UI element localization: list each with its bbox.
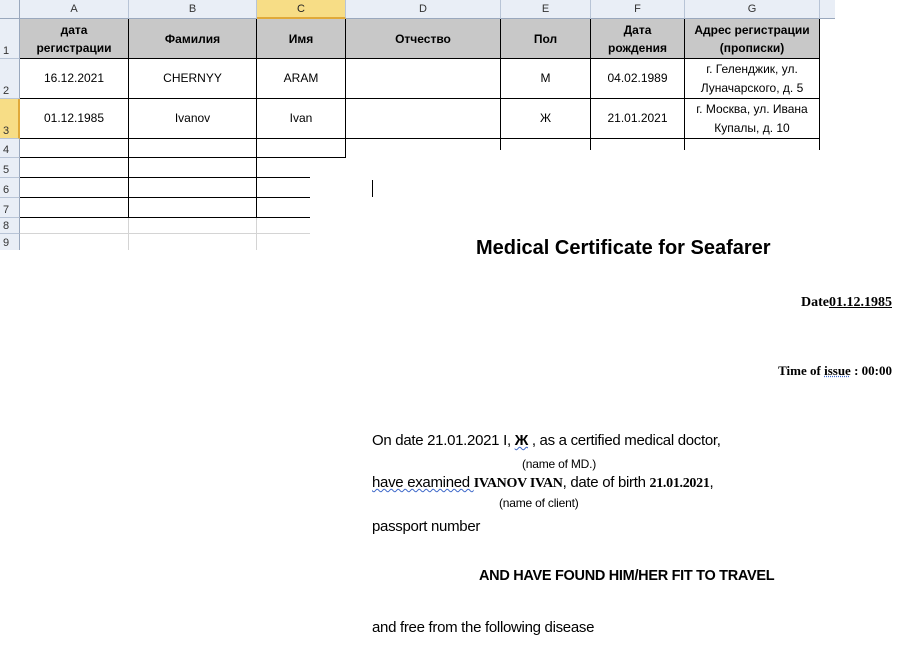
examination-line-2 (372, 474, 713, 492)
table-cell[interactable] (20, 234, 129, 250)
client-name-caption: (name of client) (499, 496, 579, 510)
table-cell[interactable] (257, 178, 310, 198)
column-heading-b[interactable]: B (129, 0, 257, 19)
disease-line: and free from the following disease (372, 619, 595, 636)
column-heading-a[interactable]: A (20, 0, 129, 19)
header-cell-first-name[interactable]: Имя (257, 19, 346, 59)
table-cell[interactable] (20, 198, 129, 218)
row-heading-4[interactable]: 4 (0, 139, 20, 158)
row-heading-5[interactable]: 5 (0, 158, 20, 178)
table-cell[interactable] (20, 158, 129, 178)
table-cell[interactable] (129, 139, 257, 158)
row-heading-3[interactable]: 3 (0, 99, 20, 139)
table-cell[interactable] (257, 158, 310, 178)
certificate-date (801, 295, 892, 311)
table-cell[interactable] (346, 99, 501, 139)
time-label-prefix: Time of (778, 363, 825, 378)
table-cell[interactable] (685, 139, 820, 150)
table-cell[interactable]: Ivan (257, 99, 346, 139)
table-cell[interactable]: Ivanov (129, 99, 257, 139)
table-cell[interactable]: М (501, 59, 591, 99)
table-cell[interactable] (501, 139, 591, 150)
spreadsheet-region (0, 0, 835, 250)
client-name-field[interactable]: IVANOV IVAN (473, 476, 563, 491)
time-label-suffix: : 00:00 (850, 363, 892, 378)
line1-suffix: , as a certified medical doctor, (527, 432, 721, 449)
fit-to-travel-statement: AND HAVE FOUND HIM/HER FIT TO TRAVEL (479, 568, 775, 584)
time-of-issue (778, 363, 892, 379)
column-heading-c[interactable]: C (257, 0, 346, 19)
column-heading-g[interactable]: G (685, 0, 820, 19)
line2-middle: , date of birth (562, 474, 650, 491)
row-heading-7[interactable]: 7 (0, 198, 20, 218)
select-all-corner[interactable] (0, 0, 20, 19)
table-cell[interactable] (346, 139, 501, 150)
table-cell[interactable] (257, 139, 346, 158)
header-cell-sex[interactable]: Пол (501, 19, 591, 59)
header-cell-address[interactable]: Адрес регистрации (прописки) (685, 19, 820, 59)
table-cell[interactable] (129, 198, 257, 218)
passport-number-line: passport number (372, 518, 481, 535)
table-cell[interactable] (20, 218, 129, 234)
row-heading-9[interactable]: 9 (0, 234, 20, 250)
row-heading-1[interactable]: 1 (0, 19, 20, 59)
date-label: Date (801, 295, 829, 310)
table-cell[interactable]: 21.01.2021 (591, 99, 685, 139)
table-cell[interactable]: 04.02.1989 (591, 59, 685, 99)
table-cell[interactable] (346, 59, 501, 99)
doctor-name-field[interactable]: Ж (514, 432, 528, 449)
text-cursor (372, 180, 373, 197)
table-cell[interactable] (257, 234, 310, 250)
row-heading-6[interactable]: 6 (0, 178, 20, 198)
header-cell-surname[interactable]: Фамилия (129, 19, 257, 59)
table-cell[interactable]: 16.12.2021 (20, 59, 129, 99)
table-cell[interactable] (129, 178, 257, 198)
table-cell[interactable]: 01.12.1985 (20, 99, 129, 139)
table-cell[interactable] (129, 234, 257, 250)
client-dob-field[interactable]: 21.01.2021 (649, 476, 710, 491)
line2-suffix: , (709, 474, 714, 491)
table-cell[interactable]: CHERNYY (129, 59, 257, 99)
header-cell-patronymic[interactable]: Отчество (346, 19, 501, 59)
table-cell[interactable] (129, 218, 257, 234)
table-cell[interactable] (20, 139, 129, 158)
examination-line-1 (372, 432, 721, 449)
certificate-title: Medical Certificate for Seafarer (476, 237, 771, 259)
table-cell[interactable] (20, 178, 129, 198)
column-heading-h[interactable] (820, 0, 835, 19)
line2-prefix: have examined (372, 474, 474, 491)
column-heading-e[interactable]: E (501, 0, 591, 19)
table-cell[interactable]: г. Москва, ул. Ивана Купалы, д. 10 (685, 99, 820, 139)
table-cell[interactable]: Ж (501, 99, 591, 139)
table-cell[interactable]: ARAM (257, 59, 346, 99)
column-heading-f[interactable]: F (591, 0, 685, 19)
table-cell[interactable] (129, 158, 257, 178)
table-cell[interactable] (591, 139, 685, 150)
md-name-caption: (name of MD.) (522, 457, 597, 471)
time-label-issue: issue (824, 363, 851, 378)
line1-prefix: On date 21.01.2021 I, (372, 432, 515, 449)
table-cell[interactable] (257, 198, 310, 218)
column-heading-d[interactable]: D (346, 0, 501, 19)
row-heading-8[interactable]: 8 (0, 218, 20, 234)
table-cell[interactable]: г. Геленджик, ул. Луначарского, д. 5 (685, 59, 820, 99)
date-value[interactable]: 01.12.1985 (829, 295, 892, 310)
row-heading-2[interactable]: 2 (0, 59, 20, 99)
header-cell-birth-date[interactable]: Дата рождения (591, 19, 685, 59)
header-cell-registration-date[interactable]: дата регистрации (20, 19, 129, 59)
table-cell[interactable] (257, 218, 310, 234)
